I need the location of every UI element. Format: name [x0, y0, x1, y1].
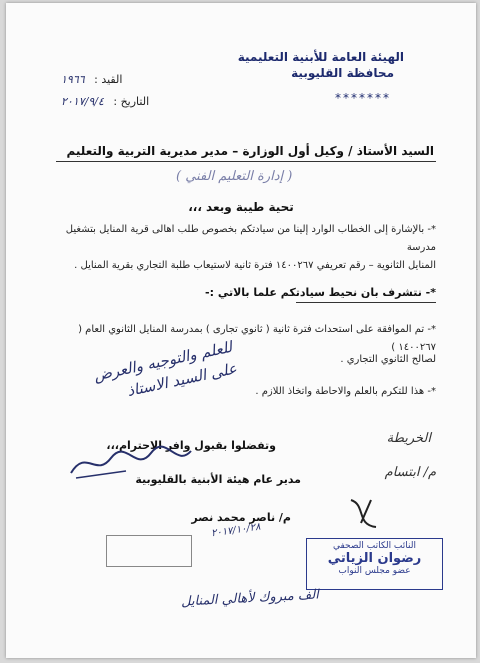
reference-value: ١٩٦٦ [61, 73, 85, 86]
notify-underline [296, 302, 436, 303]
paragraph-reference-line2: المنايل الثانوية – رقم تعريفي ١٤٠٠٢٦٧ فترة ثانية لاستيعاب طلبة التجاري بقرية المنايل . [74, 260, 436, 271]
mp-stamp [306, 538, 443, 590]
date-value: ٢٠١٧/٩/٤ [61, 95, 104, 108]
greeting: تحية طيبة وبعد ،،، [188, 200, 294, 214]
addressee: السيد الأستاذ / وكيل أول الوزارة – مدير مديرية التربية والتعليم [66, 144, 434, 158]
paragraph-reference-line1: *- بالإشارة إلى الخطاب الوارد إلينا من سيادتكم بخصوص طلب اهالى قرية المنايل بتشغيل مدرسة [65, 224, 436, 253]
paragraph-closing-note: *- هذا للتكرم بالعلم والاحاطة واتخاذ اللازم . [255, 386, 436, 397]
paragraph-approval-line1: *- تم الموافقة على استحداث فترة ثانية ( ثانوي تجارى ) بمدرسة المنايل الثانوي العام ( ١٤٠٠٢٦٧ ) [78, 324, 436, 353]
closing-line: وتفضلوا بقبول وافر الاحترام،،، [106, 439, 276, 452]
letter-page [6, 3, 476, 658]
org-name: الهيئة العامة للأبنية التعليمية [237, 50, 404, 64]
signature-title: مدير عام هيئة الأبنية بالقليوبية [135, 473, 301, 486]
handwritten-department-note: ( إدارة التعليم الفني ) [176, 169, 293, 184]
handwritten-right-mid: م/ ابتسام [384, 465, 436, 480]
office-stamp-box [106, 535, 192, 567]
handwritten-right-top: الخريطة [386, 431, 431, 446]
handwritten-signature-left [66, 443, 196, 483]
mp-stamp-line1: النائب الكاتب الصحفي [333, 541, 416, 551]
paragraph-reference [41, 221, 436, 275]
handwritten-bottom-note: الف مبروك لأهالي المنايل [180, 587, 320, 610]
reference-number-line [61, 73, 122, 86]
mp-stamp-line2: رضوان الزياتي [327, 551, 422, 566]
notify-line: *- نتشرف بان نحيط سيادتكم علما بالاتي :- [205, 286, 436, 299]
handwritten-left-annotation: للعلم والتوجيه والعرض على السيد الاستاذ [92, 337, 239, 401]
paragraph-approval-line2: لصالح الثانوي التجاري . [340, 354, 436, 365]
governorate-name: محافظة القليوبية [291, 66, 394, 80]
handwritten-initials-right [346, 495, 386, 531]
date-label: التاريخ : [113, 95, 150, 108]
addressee-underline [56, 161, 436, 162]
letterhead-org [238, 49, 404, 81]
date-line [61, 95, 149, 108]
mp-stamp-line3: عضو مجلس النواب [338, 566, 411, 576]
handwritten-date: ٢٠١٧/١٠/٢٨ [210, 521, 262, 540]
letterhead-stars: ******* [335, 91, 391, 105]
reference-label: القيد : [94, 73, 123, 86]
signature-name: م/ ناصر محمد نصر [191, 511, 291, 524]
